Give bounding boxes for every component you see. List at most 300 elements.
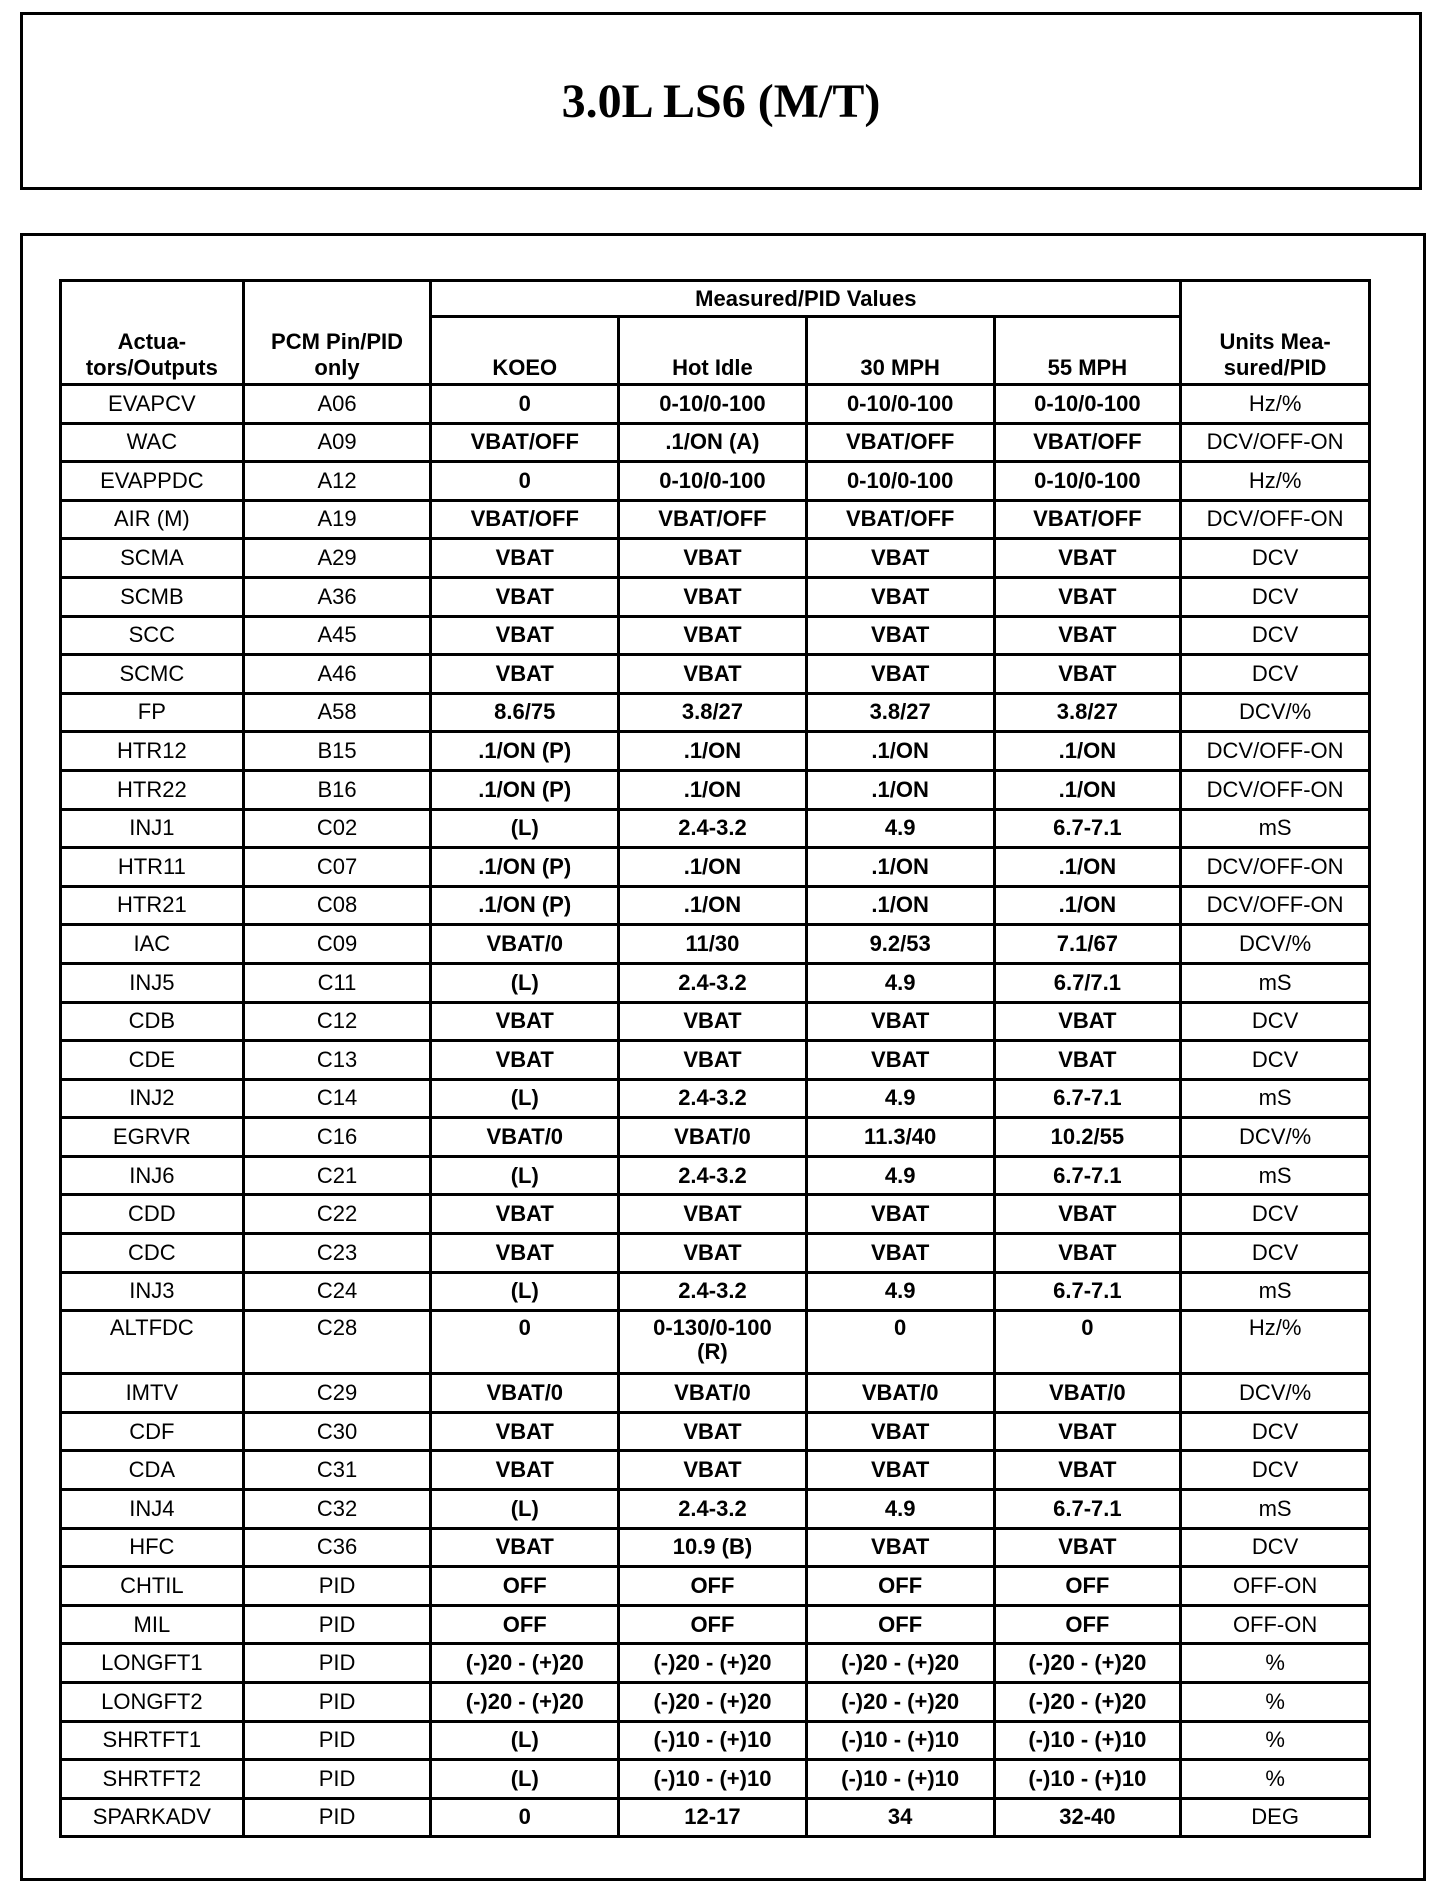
cell-koeo: VBAT xyxy=(431,1234,619,1273)
cell-pcm-pin: PID xyxy=(243,1683,431,1722)
cell-pcm-pin: C08 xyxy=(243,886,431,925)
cell-55-mph: VBAT xyxy=(994,1528,1181,1567)
cell-actuator: INJ5 xyxy=(61,963,244,1002)
cell-actuator: INJ6 xyxy=(61,1156,244,1195)
table-row xyxy=(61,848,1370,887)
cell-55-mph: 32-40 xyxy=(994,1798,1181,1837)
cell-units: DCV xyxy=(1181,1041,1370,1080)
cell-30-mph: VBAT xyxy=(806,1195,994,1234)
table-row xyxy=(61,963,1370,1002)
table-row xyxy=(61,1118,1370,1157)
cell-actuator: INJ1 xyxy=(61,809,244,848)
cell-55-mph: VBAT xyxy=(994,1041,1181,1080)
cell-pcm-pin: PID xyxy=(243,1567,431,1606)
cell-hot-idle: VBAT/0 xyxy=(619,1374,807,1413)
cell-pcm-pin: C24 xyxy=(243,1272,431,1311)
cell-hot-idle: (-)20 - (+)20 xyxy=(619,1644,807,1683)
cell-actuator: INJ2 xyxy=(61,1079,244,1118)
table-row xyxy=(61,500,1370,539)
cell-koeo: VBAT/OFF xyxy=(431,423,619,462)
cell-30-mph: VBAT xyxy=(806,1234,994,1273)
cell-units: mS xyxy=(1181,1079,1370,1118)
cell-hot-idle: 2.4-3.2 xyxy=(619,1079,807,1118)
cell-hot-idle: OFF xyxy=(619,1567,807,1606)
cell-30-mph: VBAT/0 xyxy=(806,1374,994,1413)
cell-units: DCV xyxy=(1181,616,1370,655)
cell-pcm-pin: C32 xyxy=(243,1490,431,1529)
cell-pcm-pin: B16 xyxy=(243,770,431,809)
cell-30-mph: OFF xyxy=(806,1605,994,1644)
cell-koeo: VBAT xyxy=(431,539,619,578)
cell-pcm-pin: C31 xyxy=(243,1451,431,1490)
cell-actuator: SHRTFT2 xyxy=(61,1760,244,1799)
cell-units: DCV/OFF-ON xyxy=(1181,423,1370,462)
cell-hot-idle: VBAT xyxy=(619,1412,807,1451)
cell-55-mph: 6.7/7.1 xyxy=(994,963,1181,1002)
cell-actuator: CDC xyxy=(61,1234,244,1273)
cell-koeo: VBAT/OFF xyxy=(431,500,619,539)
table-row xyxy=(61,616,1370,655)
cell-actuator: SCMB xyxy=(61,577,244,616)
cell-55-mph: (-)10 - (+)10 xyxy=(994,1760,1181,1799)
cell-55-mph: (-)20 - (+)20 xyxy=(994,1644,1181,1683)
table-row xyxy=(61,1195,1370,1234)
cell-pcm-pin: A12 xyxy=(243,462,431,501)
cell-units: OFF-ON xyxy=(1181,1567,1370,1606)
cell-units: DCV/OFF-ON xyxy=(1181,770,1370,809)
title-box xyxy=(20,12,1422,190)
cell-pcm-pin: C23 xyxy=(243,1234,431,1273)
header-koeo: KOEO xyxy=(431,317,619,385)
cell-units: DCV/OFF-ON xyxy=(1181,848,1370,887)
cell-55-mph: 6.7-7.1 xyxy=(994,809,1181,848)
cell-actuator: INJ4 xyxy=(61,1490,244,1529)
cell-pcm-pin: C11 xyxy=(243,963,431,1002)
cell-55-mph: VBAT/OFF xyxy=(994,423,1181,462)
cell-actuator: SCC xyxy=(61,616,244,655)
cell-pcm-pin: A09 xyxy=(243,423,431,462)
cell-pcm-pin: C12 xyxy=(243,1002,431,1041)
cell-30-mph: VBAT xyxy=(806,616,994,655)
cell-koeo: VBAT xyxy=(431,1451,619,1490)
cell-30-mph: (-)10 - (+)10 xyxy=(806,1721,994,1760)
cell-hot-idle: 10.9 (B) xyxy=(619,1528,807,1567)
table-row xyxy=(61,732,1370,771)
cell-55-mph: 3.8/27 xyxy=(994,693,1181,732)
cell-units: mS xyxy=(1181,1490,1370,1529)
cell-koeo: VBAT xyxy=(431,1412,619,1451)
cell-55-mph: VBAT/0 xyxy=(994,1374,1181,1413)
cell-pcm-pin: A29 xyxy=(243,539,431,578)
cell-pcm-pin: A19 xyxy=(243,500,431,539)
cell-pcm-pin: B15 xyxy=(243,732,431,771)
cell-pcm-pin: A06 xyxy=(243,385,431,424)
table-row xyxy=(61,770,1370,809)
cell-pcm-pin: C09 xyxy=(243,925,431,964)
cell-actuator: SPARKADV xyxy=(61,1798,244,1837)
cell-hot-idle: (-)10 - (+)10 xyxy=(619,1721,807,1760)
cell-hot-idle: VBAT xyxy=(619,1451,807,1490)
cell-hot-idle: VBAT xyxy=(619,1234,807,1273)
cell-actuator: HTR21 xyxy=(61,886,244,925)
cell-55-mph: VBAT xyxy=(994,1195,1181,1234)
table-row xyxy=(61,1490,1370,1529)
cell-koeo: (-)20 - (+)20 xyxy=(431,1644,619,1683)
table-row xyxy=(61,1041,1370,1080)
cell-pcm-pin: C22 xyxy=(243,1195,431,1234)
cell-30-mph: VBAT xyxy=(806,1412,994,1451)
cell-koeo: 0 xyxy=(431,1311,619,1374)
cell-pcm-pin: A36 xyxy=(243,577,431,616)
cell-actuator: SCMA xyxy=(61,539,244,578)
cell-units: DCV xyxy=(1181,655,1370,694)
table-row xyxy=(61,1002,1370,1041)
cell-30-mph: 3.8/27 xyxy=(806,693,994,732)
cell-30-mph: VBAT xyxy=(806,655,994,694)
cell-55-mph: .1/ON xyxy=(994,886,1181,925)
cell-units: DCV xyxy=(1181,539,1370,578)
cell-pcm-pin: C14 xyxy=(243,1079,431,1118)
cell-koeo: .1/ON (P) xyxy=(431,770,619,809)
cell-30-mph: VBAT xyxy=(806,1528,994,1567)
cell-koeo: VBAT xyxy=(431,655,619,694)
cell-pcm-pin: PID xyxy=(243,1644,431,1683)
cell-koeo: 0 xyxy=(431,462,619,501)
table-row xyxy=(61,1798,1370,1837)
cell-actuator: INJ3 xyxy=(61,1272,244,1311)
cell-55-mph: (-)20 - (+)20 xyxy=(994,1683,1181,1722)
cell-55-mph: VBAT xyxy=(994,539,1181,578)
cell-koeo: .1/ON (P) xyxy=(431,886,619,925)
cell-units: DCV xyxy=(1181,1195,1370,1234)
cell-actuator: SHRTFT1 xyxy=(61,1721,244,1760)
table-row xyxy=(61,1760,1370,1799)
cell-units: DCV xyxy=(1181,1002,1370,1041)
cell-koeo: (L) xyxy=(431,1272,619,1311)
cell-pcm-pin: C02 xyxy=(243,809,431,848)
cell-30-mph: 0 xyxy=(806,1311,994,1374)
cell-koeo: (L) xyxy=(431,1721,619,1760)
cell-actuator: LONGFT2 xyxy=(61,1683,244,1722)
cell-55-mph: VBAT xyxy=(994,1002,1181,1041)
cell-pcm-pin: C13 xyxy=(243,1041,431,1080)
cell-units: Hz/% xyxy=(1181,462,1370,501)
cell-actuator: CHTIL xyxy=(61,1567,244,1606)
cell-units: % xyxy=(1181,1760,1370,1799)
cell-units: DCV/OFF-ON xyxy=(1181,732,1370,771)
cell-hot-idle: VBAT xyxy=(619,616,807,655)
cell-hot-idle: .1/ON xyxy=(619,732,807,771)
cell-koeo: (L) xyxy=(431,1760,619,1799)
cell-koeo: VBAT/0 xyxy=(431,1118,619,1157)
table-row xyxy=(61,1528,1370,1567)
cell-units: DCV/% xyxy=(1181,925,1370,964)
table-row xyxy=(61,539,1370,578)
cell-55-mph: .1/ON xyxy=(994,770,1181,809)
cell-hot-idle: OFF xyxy=(619,1605,807,1644)
table-row xyxy=(61,886,1370,925)
cell-koeo: (L) xyxy=(431,809,619,848)
cell-hot-idle: (-)20 - (+)20 xyxy=(619,1683,807,1722)
cell-55-mph: VBAT xyxy=(994,616,1181,655)
cell-30-mph: 0-10/0-100 xyxy=(806,385,994,424)
cell-30-mph: 4.9 xyxy=(806,1490,994,1529)
cell-55-mph: 6.7-7.1 xyxy=(994,1156,1181,1195)
cell-55-mph: OFF xyxy=(994,1567,1181,1606)
cell-30-mph: (-)20 - (+)20 xyxy=(806,1644,994,1683)
cell-30-mph: 4.9 xyxy=(806,963,994,1002)
cell-30-mph: 34 xyxy=(806,1798,994,1837)
cell-pcm-pin: A58 xyxy=(243,693,431,732)
cell-55-mph: 0 xyxy=(994,1311,1181,1374)
cell-koeo: VBAT/0 xyxy=(431,1374,619,1413)
table-row xyxy=(61,1605,1370,1644)
cell-koeo: (L) xyxy=(431,1079,619,1118)
cell-units: Hz/% xyxy=(1181,385,1370,424)
cell-hot-idle: VBAT xyxy=(619,655,807,694)
cell-actuator: HTR22 xyxy=(61,770,244,809)
cell-55-mph: 0-10/0-100 xyxy=(994,385,1181,424)
cell-koeo: 8.6/75 xyxy=(431,693,619,732)
cell-pcm-pin: A45 xyxy=(243,616,431,655)
cell-pcm-pin: C28 xyxy=(243,1311,431,1374)
cell-hot-idle: VBAT xyxy=(619,1002,807,1041)
cell-hot-idle: (-)10 - (+)10 xyxy=(619,1760,807,1799)
table-row xyxy=(61,1234,1370,1273)
cell-hot-idle: 2.4-3.2 xyxy=(619,1156,807,1195)
cell-pcm-pin: PID xyxy=(243,1721,431,1760)
cell-koeo: VBAT xyxy=(431,1528,619,1567)
cell-units: mS xyxy=(1181,809,1370,848)
cell-pcm-pin: A46 xyxy=(243,655,431,694)
cell-units: DCV xyxy=(1181,1451,1370,1490)
cell-hot-idle: .1/ON (A) xyxy=(619,423,807,462)
table-row xyxy=(61,1683,1370,1722)
table-row xyxy=(61,1644,1370,1683)
table-row xyxy=(61,577,1370,616)
cell-30-mph: .1/ON xyxy=(806,732,994,771)
cell-units: DCV xyxy=(1181,1412,1370,1451)
cell-30-mph: .1/ON xyxy=(806,848,994,887)
cell-pcm-pin: C30 xyxy=(243,1412,431,1451)
table-row xyxy=(61,693,1370,732)
cell-30-mph: VBAT/OFF xyxy=(806,500,994,539)
cell-koeo: 0 xyxy=(431,1798,619,1837)
cell-units: % xyxy=(1181,1683,1370,1722)
cell-55-mph: 6.7-7.1 xyxy=(994,1272,1181,1311)
cell-hot-idle: .1/ON xyxy=(619,886,807,925)
cell-units: DCV xyxy=(1181,1234,1370,1273)
header-hot-idle: Hot Idle xyxy=(619,317,807,385)
cell-koeo: VBAT xyxy=(431,1002,619,1041)
cell-hot-idle: 2.4-3.2 xyxy=(619,1490,807,1529)
cell-30-mph: 11.3/40 xyxy=(806,1118,994,1157)
cell-units: % xyxy=(1181,1721,1370,1760)
table-row xyxy=(61,462,1370,501)
cell-hot-idle: .1/ON xyxy=(619,848,807,887)
table-row xyxy=(61,1374,1370,1413)
cell-actuator: IAC xyxy=(61,925,244,964)
cell-actuator: ALTFDC xyxy=(61,1311,244,1374)
cell-actuator: SCMC xyxy=(61,655,244,694)
cell-units: DCV/% xyxy=(1181,693,1370,732)
cell-actuator: CDF xyxy=(61,1412,244,1451)
cell-pcm-pin: C36 xyxy=(243,1528,431,1567)
cell-30-mph: (-)10 - (+)10 xyxy=(806,1760,994,1799)
cell-actuator: HFC xyxy=(61,1528,244,1567)
cell-units: DCV xyxy=(1181,1528,1370,1567)
cell-30-mph: 4.9 xyxy=(806,809,994,848)
cell-pcm-pin: C16 xyxy=(243,1118,431,1157)
cell-30-mph: VBAT xyxy=(806,1041,994,1080)
cell-pcm-pin: PID xyxy=(243,1760,431,1799)
cell-actuator: FP xyxy=(61,693,244,732)
cell-actuator: EVAPCV xyxy=(61,385,244,424)
cell-hot-idle: VBAT xyxy=(619,577,807,616)
cell-koeo: VBAT/0 xyxy=(431,925,619,964)
table-row xyxy=(61,1311,1370,1374)
table-row xyxy=(61,1451,1370,1490)
cell-actuator: AIR (M) xyxy=(61,500,244,539)
pid-values-table xyxy=(59,279,1371,1838)
cell-55-mph: 6.7-7.1 xyxy=(994,1490,1181,1529)
cell-actuator: CDE xyxy=(61,1041,244,1080)
table-box xyxy=(20,233,1426,1881)
cell-55-mph: .1/ON xyxy=(994,848,1181,887)
cell-30-mph: 4.9 xyxy=(806,1079,994,1118)
cell-units: DCV/% xyxy=(1181,1374,1370,1413)
cell-koeo: OFF xyxy=(431,1605,619,1644)
cell-55-mph: 0-10/0-100 xyxy=(994,462,1181,501)
cell-hot-idle: VBAT/0 xyxy=(619,1118,807,1157)
cell-55-mph: 7.1/67 xyxy=(994,925,1181,964)
cell-koeo: (L) xyxy=(431,1490,619,1529)
cell-30-mph: VBAT xyxy=(806,577,994,616)
cell-hot-idle: 11/30 xyxy=(619,925,807,964)
cell-55-mph: VBAT xyxy=(994,1451,1181,1490)
cell-55-mph: VBAT xyxy=(994,655,1181,694)
cell-koeo: (L) xyxy=(431,1156,619,1195)
header-30-mph: 30 MPH xyxy=(806,317,994,385)
table-row xyxy=(61,1156,1370,1195)
cell-koeo: VBAT xyxy=(431,1041,619,1080)
cell-koeo: (-)20 - (+)20 xyxy=(431,1683,619,1722)
cell-30-mph: (-)20 - (+)20 xyxy=(806,1683,994,1722)
cell-koeo: OFF xyxy=(431,1567,619,1606)
cell-hot-idle: VBAT xyxy=(619,1041,807,1080)
cell-hot-idle: 12-17 xyxy=(619,1798,807,1837)
cell-30-mph: 0-10/0-100 xyxy=(806,462,994,501)
cell-units: mS xyxy=(1181,963,1370,1002)
cell-30-mph: VBAT xyxy=(806,1451,994,1490)
cell-units: mS xyxy=(1181,1156,1370,1195)
cell-hot-idle: VBAT/OFF xyxy=(619,500,807,539)
cell-units: mS xyxy=(1181,1272,1370,1311)
cell-hot-idle: 0-130/0-100 (R) xyxy=(619,1311,807,1374)
table-row xyxy=(61,1079,1370,1118)
cell-units: DCV/OFF-ON xyxy=(1181,500,1370,539)
cell-actuator: IMTV xyxy=(61,1374,244,1413)
cell-units: DEG xyxy=(1181,1798,1370,1837)
cell-30-mph: 4.9 xyxy=(806,1272,994,1311)
cell-koeo: VBAT xyxy=(431,1195,619,1234)
header-55-mph: 55 MPH xyxy=(994,317,1181,385)
cell-actuator: WAC xyxy=(61,423,244,462)
cell-hot-idle: 0-10/0-100 xyxy=(619,462,807,501)
cell-actuator: HTR11 xyxy=(61,848,244,887)
cell-55-mph: OFF xyxy=(994,1605,1181,1644)
cell-55-mph: (-)10 - (+)10 xyxy=(994,1721,1181,1760)
cell-koeo: (L) xyxy=(431,963,619,1002)
cell-pcm-pin: PID xyxy=(243,1798,431,1837)
cell-30-mph: .1/ON xyxy=(806,770,994,809)
cell-30-mph: VBAT xyxy=(806,539,994,578)
table-row xyxy=(61,1721,1370,1760)
cell-koeo: 0 xyxy=(431,385,619,424)
table-row xyxy=(61,423,1370,462)
cell-30-mph: VBAT xyxy=(806,1002,994,1041)
cell-units: DCV/% xyxy=(1181,1118,1370,1157)
table-row xyxy=(61,1412,1370,1451)
cell-koeo: .1/ON (P) xyxy=(431,732,619,771)
cell-30-mph: VBAT/OFF xyxy=(806,423,994,462)
cell-hot-idle: .1/ON xyxy=(619,770,807,809)
table-row xyxy=(61,655,1370,694)
header-units: Units Mea- sured/PID xyxy=(1181,281,1370,385)
cell-koeo: .1/ON (P) xyxy=(431,848,619,887)
cell-koeo: VBAT xyxy=(431,577,619,616)
cell-55-mph: VBAT xyxy=(994,1234,1181,1273)
cell-55-mph: 10.2/55 xyxy=(994,1118,1181,1157)
cell-55-mph: VBAT/OFF xyxy=(994,500,1181,539)
cell-30-mph: 4.9 xyxy=(806,1156,994,1195)
cell-units: DCV/OFF-ON xyxy=(1181,886,1370,925)
cell-30-mph: 9.2/53 xyxy=(806,925,994,964)
table-row xyxy=(61,1272,1370,1311)
cell-actuator: CDA xyxy=(61,1451,244,1490)
cell-actuator: CDD xyxy=(61,1195,244,1234)
cell-actuator: EVAPPDC xyxy=(61,462,244,501)
table-body xyxy=(61,385,1370,1837)
cell-55-mph: VBAT xyxy=(994,577,1181,616)
table-row xyxy=(61,1567,1370,1606)
cell-hot-idle: 2.4-3.2 xyxy=(619,963,807,1002)
cell-hot-idle: VBAT xyxy=(619,539,807,578)
table-row xyxy=(61,385,1370,424)
cell-units: OFF-ON xyxy=(1181,1605,1370,1644)
cell-pcm-pin: C07 xyxy=(243,848,431,887)
cell-30-mph: OFF xyxy=(806,1567,994,1606)
table-row xyxy=(61,925,1370,964)
cell-koeo: VBAT xyxy=(431,616,619,655)
cell-actuator: EGRVR xyxy=(61,1118,244,1157)
cell-hot-idle: VBAT xyxy=(619,1195,807,1234)
cell-units: Hz/% xyxy=(1181,1311,1370,1374)
cell-hot-idle: 3.8/27 xyxy=(619,693,807,732)
cell-pcm-pin: C21 xyxy=(243,1156,431,1195)
cell-pcm-pin: PID xyxy=(243,1605,431,1644)
cell-actuator: HTR12 xyxy=(61,732,244,771)
page-title: 3.0L LS6 (M/T) xyxy=(561,74,881,128)
header-measured-values: Measured/PID Values xyxy=(431,281,1181,317)
cell-pcm-pin: C29 xyxy=(243,1374,431,1413)
table-row xyxy=(61,809,1370,848)
cell-55-mph: 6.7-7.1 xyxy=(994,1079,1181,1118)
cell-actuator: MIL xyxy=(61,1605,244,1644)
cell-actuator: CDB xyxy=(61,1002,244,1041)
cell-hot-idle: 2.4-3.2 xyxy=(619,809,807,848)
cell-units: DCV xyxy=(1181,577,1370,616)
